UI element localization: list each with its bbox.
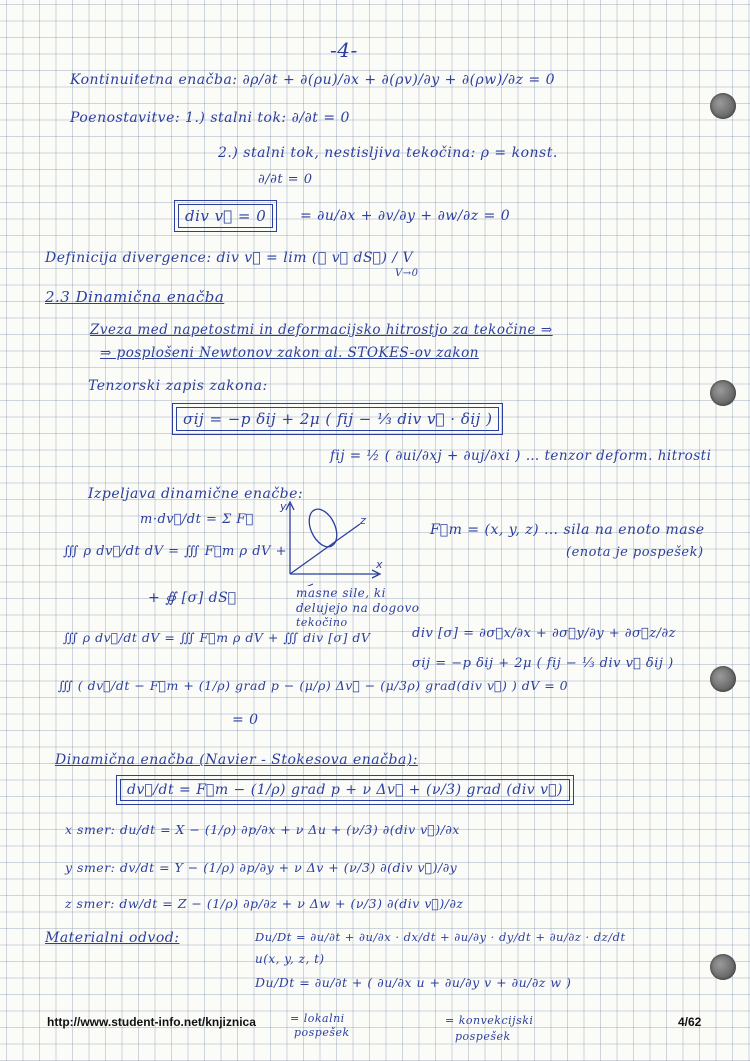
mass-forces-note-2: delujejo na dogovo [296, 601, 420, 615]
convective-acceleration-1: = konvekcijski [445, 1014, 534, 1027]
divergence-boxed: div v⃗ = 0 [178, 204, 273, 228]
stress-strain-relation: Zveza med napetostmi in deformacijsko hitrostjo za tekočine ⇒ [90, 322, 553, 338]
local-acceleration-1: = lokalni [290, 1012, 345, 1025]
binder-hole [710, 380, 736, 406]
axis-y-label: y [280, 500, 287, 513]
stress-tensor-boxed: σij = −p δij + 2μ ( fij − ⅓ div v⃗ · δij ) [176, 407, 499, 431]
stokes-law: ⇒ posplošeni Newtonov zakon al. STOKES-ov zakon [100, 345, 479, 361]
x-direction: x smer: du/dt = X − (1/ρ) ∂p/∂x + ν Δu + (ν/3) ∂(div v⃗)/∂x [65, 822, 460, 837]
simplification-2: 2.) stalni tok, nestisljiva tekočina: ρ = konst. [218, 145, 558, 161]
surface-stress-term: + ∯ [σ] dS⃗ [148, 590, 237, 606]
footer-url[interactable]: http://www.student-info.net/knjiznica [47, 1015, 256, 1029]
newton-second-law: m·dv⃗/dt = Σ F⃗ [140, 512, 254, 527]
simplification-1: Poenostavitve: 1.) stalni tok: ∂/∂t = 0 [70, 110, 350, 126]
material-derivative-expansion: Du/Dt = ∂u/∂t + ∂u/∂x · dx/dt + ∂u/∂y · dy/dt + ∂u/∂z · dz/dt [255, 930, 626, 944]
material-derivative-label: Materialni odvod: [45, 930, 180, 946]
navier-stokes-heading: Dinamična enačba (Navier - Stokesova enačba): [55, 752, 418, 768]
time-derivative-zero: ∂/∂t = 0 [258, 172, 313, 187]
velocity-function: u(x, y, z, t) [255, 952, 325, 966]
divergence-definition: Definicija divergence: div v⃗ = lim (∯ v⃗ dS⃗) / V [45, 250, 414, 266]
continuity-equation: Kontinuitetna enačba: ∂ρ/∂t + ∂(ρu)/∂x + ∂(ρv)/∂y + ∂(ρw)/∂z = 0 [70, 72, 556, 88]
footer-page-number: 4/62 [678, 1015, 702, 1029]
local-acceleration-2: pospešek [294, 1026, 350, 1039]
limit-subscript: V→0 [395, 268, 419, 279]
binder-hole [710, 93, 736, 119]
page-number: -4- [330, 38, 358, 62]
integral-equation: ∭ ρ dv⃗/dt dV = ∭ F⃗m ρ dV + ∭ div [σ] dV [63, 630, 371, 645]
stress-divergence: div [σ] = ∂σ⃗x/∂x + ∂σ⃗y/∂y + ∂σ⃗z/∂z [412, 626, 676, 641]
binder-hole [710, 666, 736, 692]
derivation-label: Izpeljava dinamične enačbe: [88, 486, 304, 502]
stress-tensor-repeat: σij = −p δij + 2μ ( fij − ⅓ div v⃗ δij ) [412, 656, 674, 671]
axis-z-label: z [360, 514, 366, 527]
mass-force-definition: F⃗m = (x, y, z) … sila na enoto mase [430, 522, 705, 538]
binder-hole [710, 954, 736, 980]
integral-combined: ∭ ( dv⃗/dt − F⃗m + (1/ρ) grad p − (μ/ρ) Δv⃗ − (μ/3ρ) grad(div v⃗) ) dV = 0 [58, 678, 569, 693]
navier-stokes-boxed: dv⃗/dt = F⃗m − (1/ρ) grad p + ν Δv⃗ + (ν/3) grad (div v⃗) [120, 779, 570, 801]
mass-force-unit: (enota je pospešek) [566, 545, 704, 560]
material-derivative-split: Du/Dt = ∂u/∂t + ( ∂u/∂x u + ∂u/∂y v + ∂u/∂z w ) [255, 975, 572, 990]
coordinate-sketch [268, 496, 388, 586]
axis-x-label: x [376, 558, 383, 571]
integral-equals-zero: = 0 [232, 712, 259, 728]
y-direction: y smer: dv/dt = Y − (1/ρ) ∂p/∂y + ν Δv + (ν/3) ∂(div v⃗)/∂y [65, 860, 458, 875]
z-direction: z smer: dw/dt = Z − (1/ρ) ∂p/∂z + ν Δw + (ν/3) ∂(div v⃗)/∂z [65, 896, 464, 911]
tensor-notation-label: Tenzorski zapis zakona: [88, 378, 268, 394]
section-heading: 2.3 Dinamična enačba [45, 288, 225, 306]
strain-rate-tensor: fij = ½ ( ∂ui/∂xj + ∂uj/∂xi ) … tenzor deform. hitrosti [330, 448, 712, 464]
convective-acceleration-2: pospešek [455, 1030, 511, 1043]
divergence-expansion: = ∂u/∂x + ∂v/∂y + ∂w/∂z = 0 [300, 208, 511, 224]
mass-forces-note-3: tekočino [296, 616, 348, 629]
mass-forces-note-1: masne sile, ki [296, 586, 387, 600]
integral-momentum: ∭ ρ dv⃗/dt dV = ∭ F⃗m ρ dV + [63, 544, 287, 559]
